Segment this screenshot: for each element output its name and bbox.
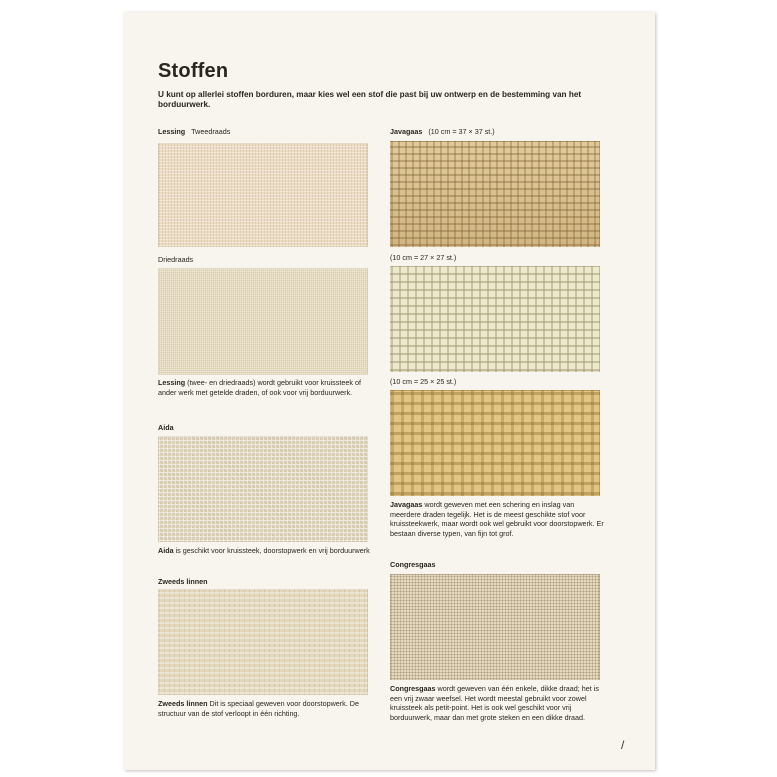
javagaas-caption-text: wordt geweven met een schering en inslag van meerdere draden tegelijk. Het is de meest geschikte stof voor kruissteekwerk, maar wordt ook wel gebruikt voor doorstopwerk. Er bestaan diverse typen, van fijn tot grof. [390, 500, 604, 538]
swatch-aida [158, 436, 368, 542]
page-mark: / [621, 738, 625, 752]
lessing-heading: Lessing [158, 127, 186, 136]
javagaas-heading: Javagaas [390, 127, 423, 136]
congresgaas-caption [390, 684, 604, 722]
aida-caption [158, 546, 370, 556]
lessing-caption-text: (twee- en driedraads) wordt gebruikt voor kruissteek of ander werk met getelde draden, of ook voor vrij borduurwerk. [158, 378, 361, 397]
zweeds-caption [158, 699, 373, 718]
lessing-heading-row [158, 127, 230, 136]
aida-caption-text: is geschikt voor kruissteek, doorstopwerk en vrij borduurwerk [173, 546, 370, 555]
zweeds-caption-bold: Zweeds linnen [158, 699, 208, 708]
javagaas-count-1: (10 cm = 37 × 37 st.) [428, 127, 495, 136]
javagaas-caption-bold: Javagaas [390, 500, 423, 509]
javagaas-count-3: (10 cm = 25 × 25 st.) [390, 377, 457, 386]
intro-text: U kunt op allerlei stoffen borduren, maar kies wel een stof die past bij uw ontwerp en de bestemming van het borduurwerk. [158, 90, 582, 109]
page-title: Stoffen [158, 60, 229, 82]
swatch-javagaas-37 [390, 141, 600, 247]
javagaas-count-2: (10 cm = 27 × 27 st.) [390, 253, 457, 262]
booklet-page [124, 12, 655, 770]
congresgaas-caption-bold: Congresgaas [390, 684, 436, 693]
swatch-lessing-driedraads [158, 268, 368, 375]
lessing-caption-bold: Lessing [158, 378, 186, 387]
javagaas-caption [390, 500, 604, 538]
swatch-lessing-tweedraads [158, 143, 368, 247]
congresgaas-heading: Congresgaas [390, 560, 436, 569]
aida-caption-bold: Aida [158, 546, 174, 555]
javagaas-heading-row [390, 127, 495, 136]
congresgaas-caption-text: wordt geweven van één enkele, dikke draad; het is een vrij zwaar weefsel. Het wordt meestal gebruikt voor zowel kruissteek als petit-point. Het is ook wel geschikt voor vrij borduurwerk, maar dan met grote steken en een dikke draad. [390, 684, 599, 722]
swatch-congresgaas [390, 574, 600, 680]
zweeds-caption-text: Dit is speciaal geweven voor doorstopwerk. De structuur van de stof verloopt in één richting. [158, 699, 359, 718]
aida-heading: Aida [158, 423, 174, 432]
zweeds-heading: Zweeds linnen [158, 577, 208, 586]
lessing-caption [158, 378, 370, 397]
swatch-javagaas-25 [390, 390, 600, 496]
swatch-zweeds-linnen [158, 589, 368, 695]
lessing-driedraads-label: Driedraads [158, 255, 194, 264]
lessing-tweedraads-label: Tweedraads [191, 127, 231, 136]
swatch-javagaas-27 [390, 266, 600, 372]
